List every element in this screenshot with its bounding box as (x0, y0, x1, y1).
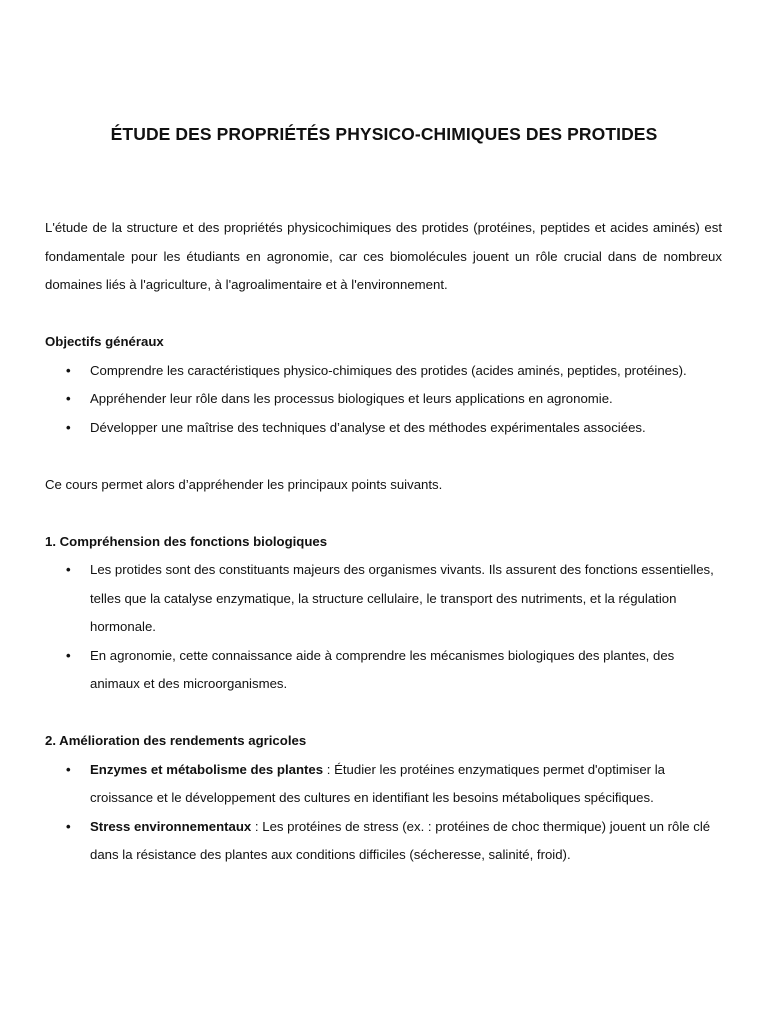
section-list-agricultural-yields (45, 756, 722, 870)
list-item (45, 385, 722, 414)
bullet-icon: • (66, 419, 71, 435)
spacer (45, 442, 722, 471)
list-item-bold-term: Enzymes et métabolisme des plantes (90, 761, 324, 777)
list-item (45, 556, 722, 642)
transition-paragraph: Ce cours permet alors d’appréhender les principaux points suivants. (45, 476, 443, 492)
bullet-icon: • (66, 391, 71, 406)
document-title: ÉTUDE DES PROPRIÉTÉS PHYSICO-CHIMIQUES DES PROTIDES (110, 124, 658, 144)
section-heading-agricultural-yields: 2. Amélioration des rendements agricoles (45, 733, 307, 748)
list-item-text: En agronomie, cette connaissance aide à comprendre les mécanismes biologiques des plantes, des animaux et des microorganismes. (90, 647, 675, 691)
list-item-text: Comprendre les caractéristiques physico-chimiques des protides (acides aminés, peptides, protéines). (90, 362, 687, 378)
list-item-text: : Les protéines de stress (ex. : protéines de choc thermique) jouent un rôle clé dans la résistance des plantes aux conditions difficiles (sécheresse, salinité, froid). (90, 818, 711, 862)
section-list-biological-functions (45, 556, 722, 699)
bullet-icon: • (66, 562, 71, 577)
spacer (45, 300, 722, 329)
bullet-icon: • (66, 761, 71, 777)
list-item-text: Appréhender leur rôle dans les processus biologiques et leurs applications en agronomie. (90, 391, 613, 406)
list-item-bold-term: Stress environnementaux (90, 818, 252, 834)
list-item (45, 357, 722, 386)
list-item (45, 756, 722, 813)
bullet-icon: • (66, 818, 71, 834)
list-item (45, 642, 722, 699)
section-heading-biological-functions: 1. Compréhension des fonctions biologiques (45, 533, 328, 549)
objectives-list (45, 357, 722, 443)
objectives-heading: Objectifs généraux (45, 334, 164, 349)
intro-paragraph: L'étude de la structure et des propriétés physicochimiques des protides (protéines, peptides et acides aminés) est fondamentale pour les étudiants en agronomie, car ces biomolécules jouent un rôle crucial dans de nombreux domaines liés à l'agriculture, à l'agroalimentaire et à l'environnement. (45, 220, 722, 292)
spacer (45, 499, 722, 528)
list-item-text: : Étudier les protéines enzymatiques permet d'optimiser la croissance et le développement des cultures en identifiant les besoins métaboliques spécifiques. (90, 761, 665, 805)
bullet-icon: • (66, 647, 71, 663)
list-item-text: Développer une maîtrise des techniques d’analyse et des méthodes expérimentales associées. (90, 419, 646, 435)
list-item (45, 813, 722, 870)
spacer (45, 699, 722, 728)
list-item (45, 414, 722, 443)
list-item-text: Les protides sont des constituants majeurs des organismes vivants. Ils assurent des fonctions essentielles, telles que la catalyse enzymatique, la structure cellulaire, le transport des nutriments, et la régulation hormonale. (90, 562, 714, 634)
document-body (45, 214, 722, 870)
bullet-icon: • (66, 362, 71, 378)
